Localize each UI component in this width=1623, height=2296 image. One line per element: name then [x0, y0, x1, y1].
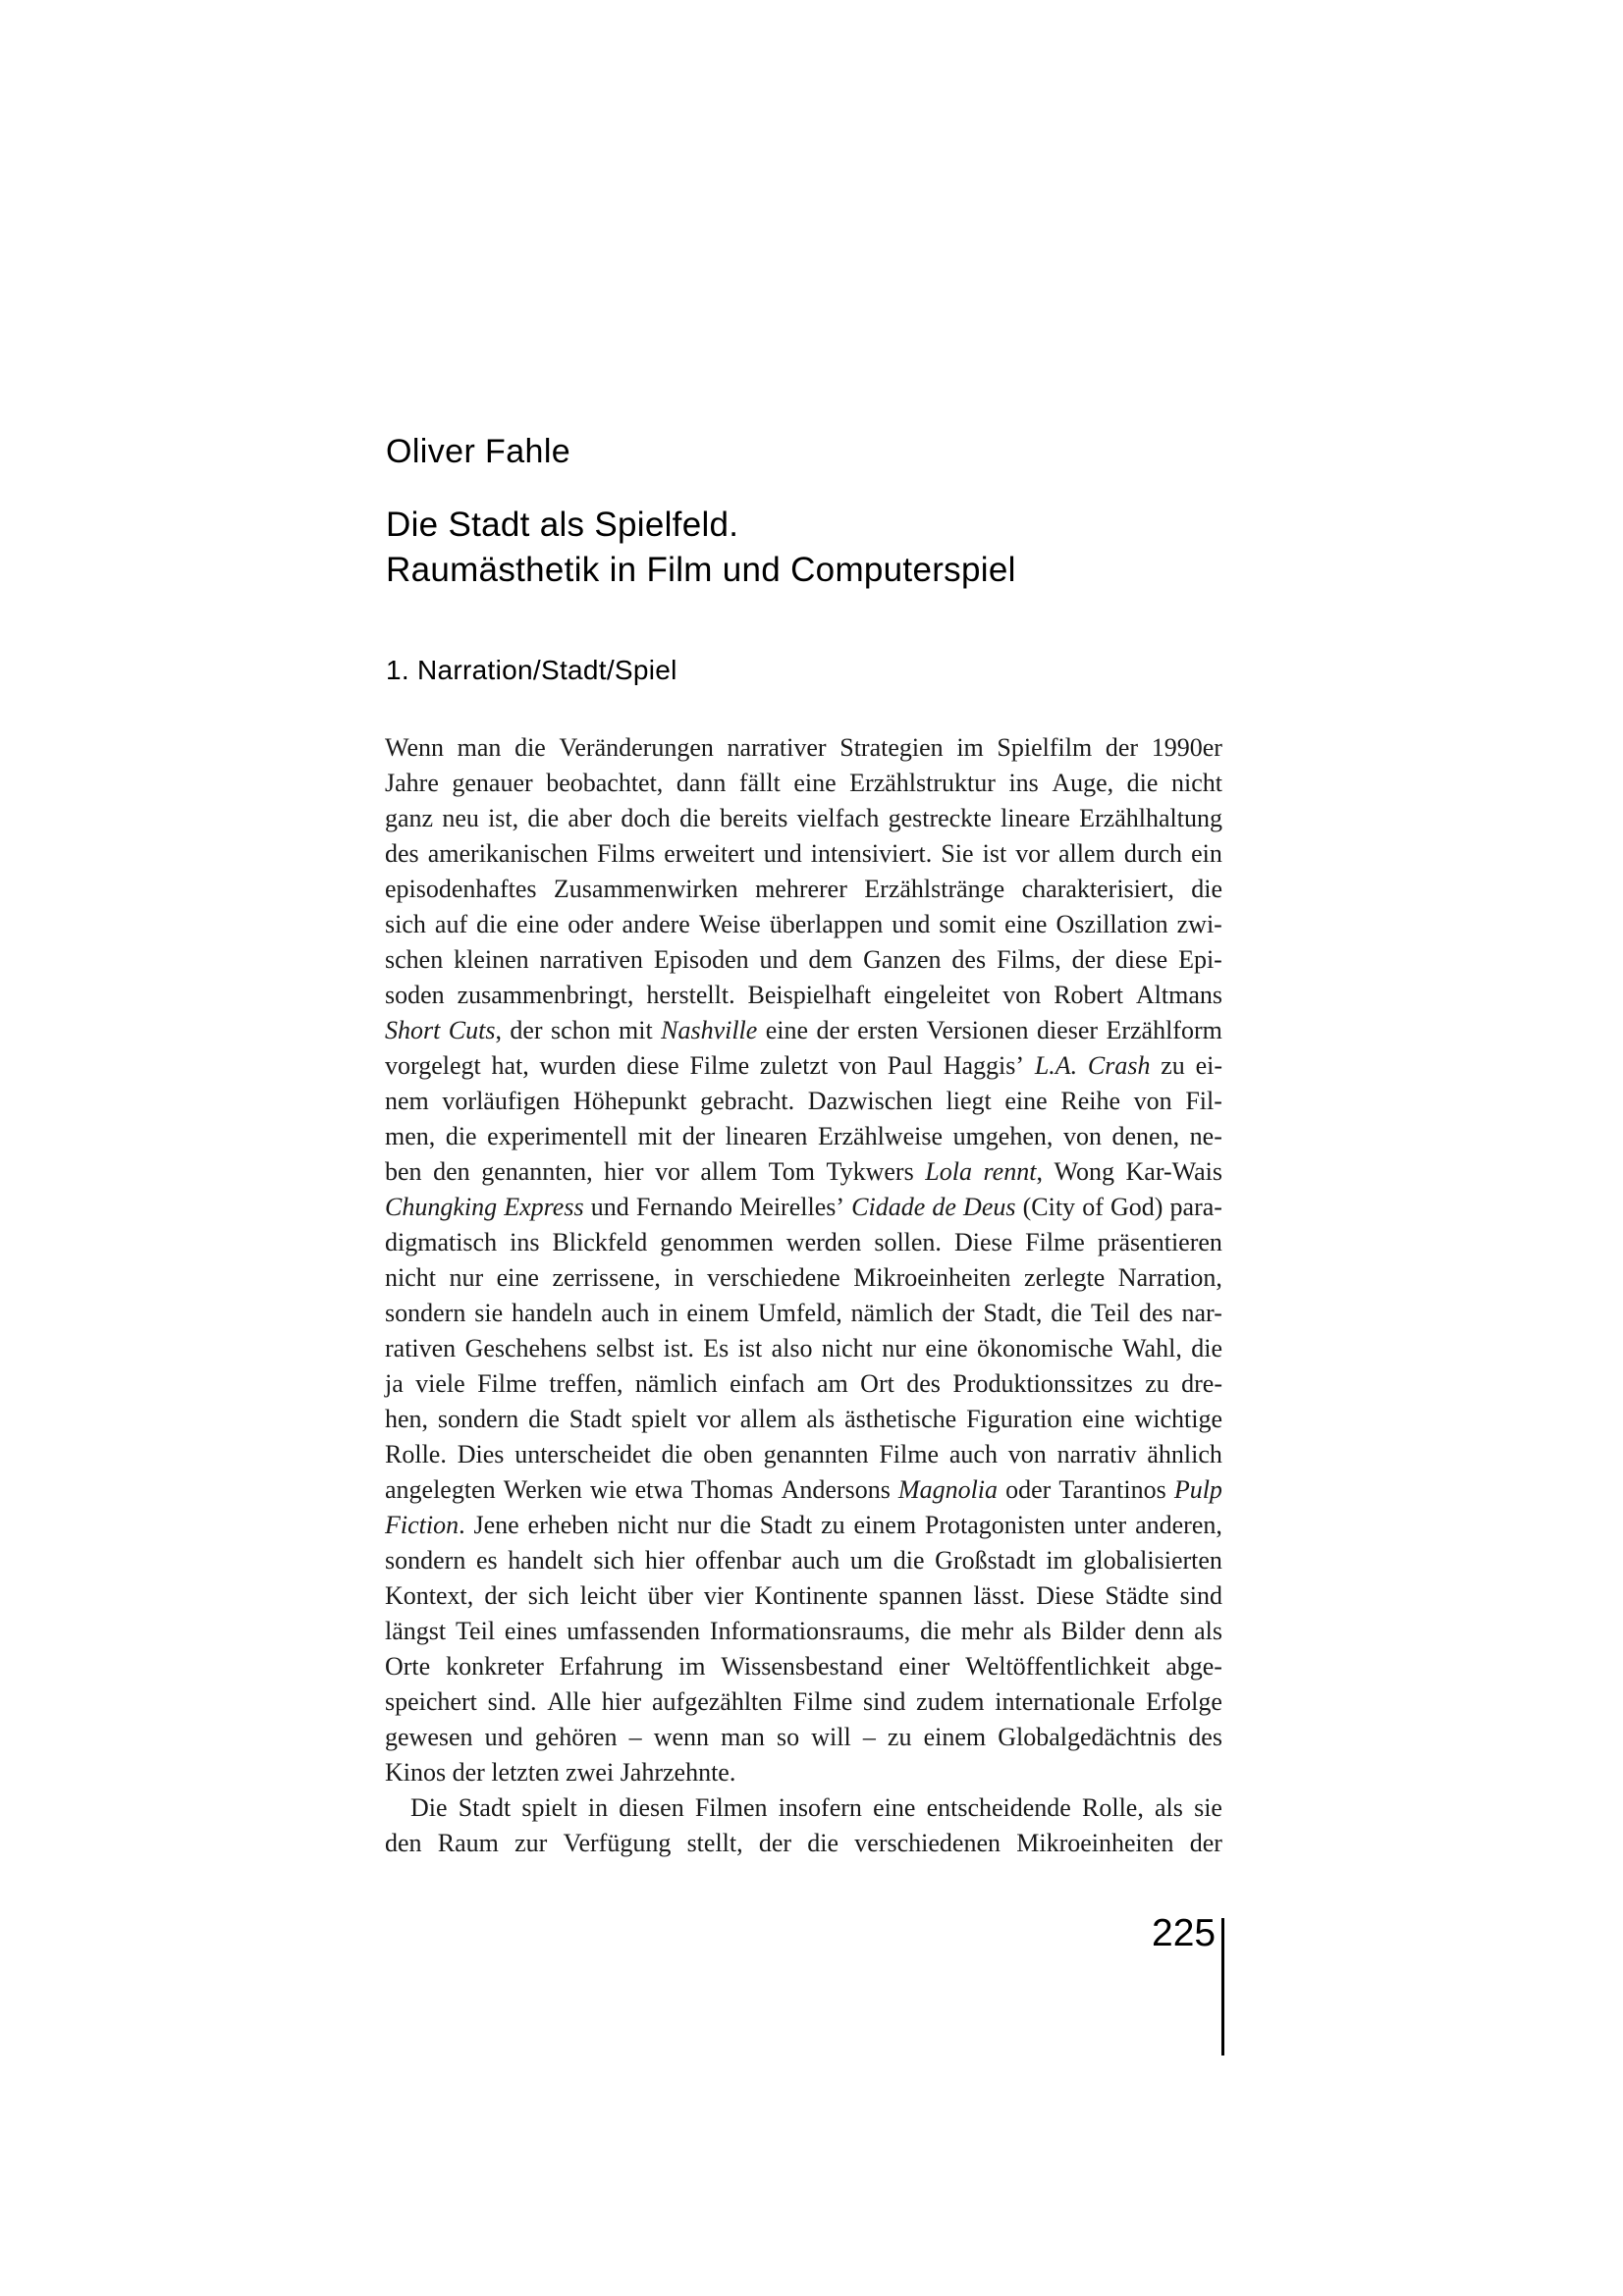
body-text-line: Wenn man die Veränderungen narrativer Strategien im Spielfilm der 1990er: [385, 733, 1222, 762]
body-text-line: gewesen und gehören – wenn man so will – zu einem Globalgedächtnis des: [385, 1723, 1222, 1751]
body-text-line: Kontext, der sich leicht über vier Kontinente spannen lässt. Diese Städte sind: [385, 1581, 1222, 1610]
body-text-line: hen, sondern die Stadt spielt vor allem als ästhetische Figuration eine wichtige: [385, 1405, 1222, 1433]
chapter-title-line1: Die Stadt als Spielfeld.: [386, 506, 739, 544]
body-text-line: soden zusammenbringt, herstellt. Beispielhaft eingeleitet von Robert Altmans: [385, 981, 1222, 1009]
body-text-line: Orte konkreter Erfahrung im Wissensbestand einer Weltöffentlichkeit abge-: [385, 1652, 1222, 1681]
body-text-line: men, die experimentell mit der linearen Erzählweise umgehen, von denen, ne-: [385, 1122, 1222, 1150]
body-text-line: des amerikanischen Films erweitert und intensiviert. Sie ist vor allem durch ein: [385, 839, 1222, 868]
body-text-line: schen kleinen narrativen Episoden und dem Ganzen des Films, der diese Epi-: [385, 945, 1222, 974]
body-text-line: digmatisch ins Blickfeld genommen werden sollen. Diese Filme präsentieren: [385, 1228, 1222, 1256]
body-text-line: sich auf die eine oder andere Weise überlappen und somit eine Oszillation zwi-: [385, 910, 1222, 938]
author-name: Oliver Fahle: [386, 433, 571, 470]
body-text-line: Jahre genauer beobachtet, dann fällt eine Erzählstruktur ins Auge, die nicht: [385, 769, 1222, 797]
body-text-line: rativen Geschehens selbst ist. Es ist also nicht nur eine ökonomische Wahl, die: [385, 1334, 1222, 1362]
body-text: [385, 730, 1222, 1861]
page-number-rule: [1221, 1918, 1224, 2056]
body-text-line: Rolle. Dies unterscheidet die oben genannten Filme auch von narrativ ähnlich: [385, 1440, 1222, 1468]
body-text-line: längst Teil eines umfassenden Informationsraums, die mehr als Bilder denn als: [385, 1617, 1222, 1645]
body-text-line: Fiction. Jene erheben nicht nur die Stadt zu einem Protagonisten unter anderen,: [385, 1511, 1222, 1539]
body-text-line: Chungking Express und Fernando Meirelles’ Cidade de Deus (City of God) para-: [385, 1193, 1222, 1221]
body-text-line: nem vorläufigen Höhepunkt gebracht. Dazwischen liegt eine Reihe von Fil-: [385, 1087, 1222, 1115]
body-text-line: nicht nur eine zerrissene, in verschiedene Mikroeinheiten zerlegte Narration,: [385, 1263, 1222, 1292]
body-text-line: ja viele Filme treffen, nämlich einfach am Ort des Produktionssitzes zu dre-: [385, 1369, 1222, 1398]
body-text-line: Kinos der letzten zwei Jahrzehnte.: [385, 1758, 736, 1787]
chapter-title: [386, 503, 1016, 593]
body-text-line: angelegten Werken wie etwa Thomas Andersons Magnolia oder Tarantinos Pulp: [385, 1475, 1222, 1504]
section-heading: 1. Narration/Stadt/Spiel: [386, 655, 677, 685]
body-text-line: sondern sie handeln auch in einem Umfeld, nämlich der Stadt, die Teil des nar-: [385, 1299, 1222, 1327]
body-text-line: episodenhaftes Zusammenwirken mehrerer Erzählstränge charakterisiert, die: [385, 875, 1222, 903]
chapter-title-line2: Raumästhetik in Film und Computerspiel: [386, 551, 1016, 589]
page-number: 225: [1152, 1912, 1217, 1954]
body-text-line: Short Cuts, der schon mit Nashville eine der ersten Versionen dieser Erzählform: [385, 1016, 1222, 1044]
body-text-line: Die Stadt spielt in diesen Filmen insofern eine entscheidende Rolle, als sie: [410, 1793, 1222, 1822]
body-text-line: vorgelegt hat, wurden diese Filme zuletzt von Paul Haggis’ L.A. Crash zu ei-: [385, 1051, 1222, 1080]
body-text-line: speichert sind. Alle hier aufgezählten Filme sind zudem internationale Erfolge: [385, 1687, 1222, 1716]
body-text-line: ganz neu ist, die aber doch die bereits vielfach gestreckte lineare Erzählhaltung: [385, 804, 1222, 832]
body-text-line: ben den genannten, hier vor allem Tom Tykwers Lola rennt, Wong Kar-Wais: [385, 1157, 1222, 1186]
body-text-line: sondern es handelt sich hier offenbar auch um die Großstadt im globalisierten: [385, 1546, 1222, 1575]
body-text-line: den Raum zur Verfügung stellt, der die verschiedenen Mikroeinheiten der: [385, 1829, 1222, 1857]
